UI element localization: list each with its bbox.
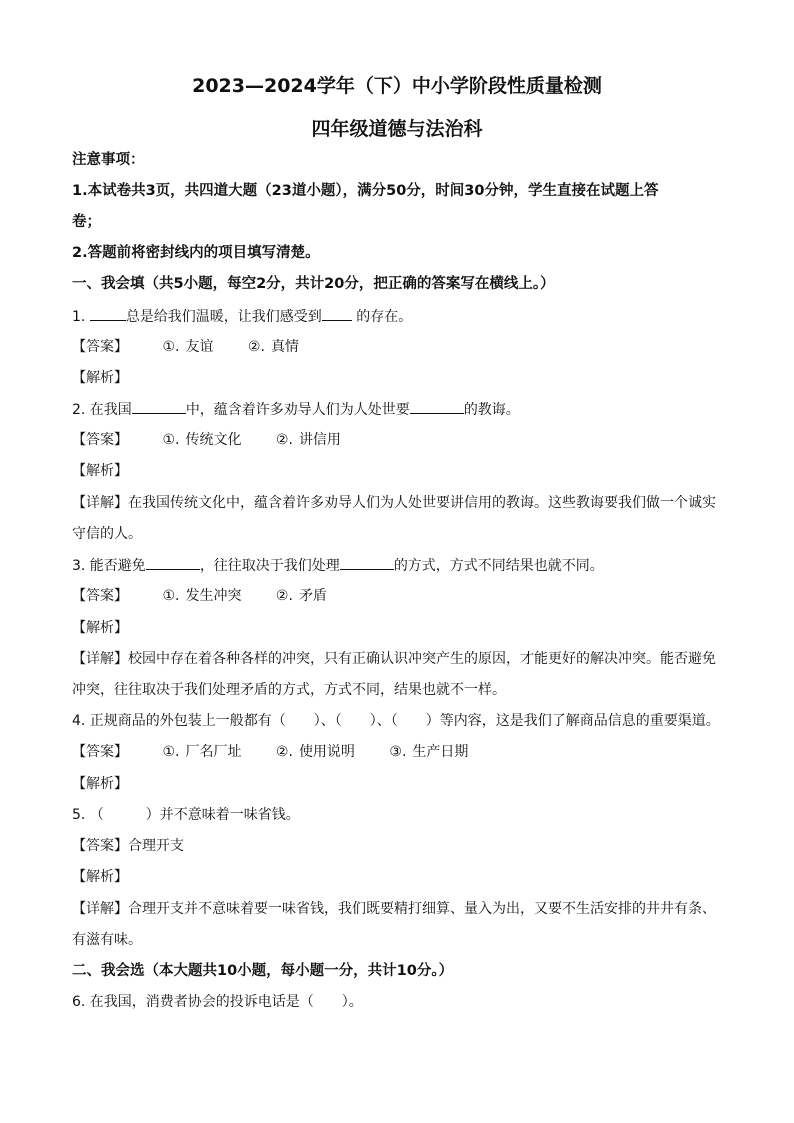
question-6: 6. 在我国，消费者协会的投诉电话是（ ）。 (72, 994, 363, 1010)
answer-label: 【答案】 (72, 588, 128, 604)
answer-option: ②. 矛盾 (275, 588, 327, 604)
answer-value: 合理开支 (128, 838, 184, 854)
analysis-label: 【解析】 (72, 620, 128, 636)
answer-option: ②. 讲信用 (275, 432, 341, 448)
page-subtitle: 四年级道德与法治科 (311, 118, 483, 140)
answer-option: ①. 厂名厂址 (162, 744, 242, 760)
analysis-label: 【解析】 (72, 776, 128, 792)
question-3 (72, 555, 726, 576)
question-2 (72, 399, 726, 420)
answer-row-4 (72, 742, 726, 762)
answer-label: 【答案】 (72, 339, 128, 355)
answer-row-3 (72, 586, 726, 606)
question-text: ，往往取决于我们处理 (199, 558, 340, 574)
question-5: 5. （ ）并不意味着一味省钱。 (72, 807, 300, 823)
analysis-label: 【解析】 (72, 370, 128, 386)
answer-blank (410, 399, 464, 414)
answer-option: ③. 生产日期 (389, 744, 469, 760)
answer-label: 【答案】 (72, 744, 128, 760)
analysis-label: 【解析】 (72, 869, 128, 885)
answer-option: ①. 友谊 (162, 339, 214, 355)
analysis-label: 【解析】 (72, 463, 128, 479)
answer-option: ②. 使用说明 (275, 744, 355, 760)
question-text: 3. 能否避免 (72, 558, 146, 574)
answer-blank (146, 555, 200, 570)
detail-3-cont: 冲突，往往取决于我们处理矛盾的方式，方式不同，结果也就不一样。 (72, 682, 506, 698)
answer-label: 【答案】 (72, 838, 128, 854)
answer-row-1 (72, 337, 726, 357)
answer-option: ①. 发生冲突 (162, 588, 242, 604)
question-text: 2. 在我国 (72, 402, 132, 418)
question-text: 总是给我们温暖，让我们感受到 (125, 309, 322, 325)
detail-2-cont: 守信的人。 (72, 526, 142, 542)
question-4: 4. 正规商品的外包装上一般都有（ ）、（ ）、（ ）等内容，这是我们了解商品信息的重要渠道。 (72, 713, 720, 729)
notes-item-1-cont: 卷； (72, 214, 101, 230)
question-text: 的教诲。 (463, 402, 520, 418)
answer-option: ①. 传统文化 (162, 432, 242, 448)
answer-row-5 (72, 836, 726, 856)
answer-row-2 (72, 430, 726, 450)
notes-item-2: 2.答题前将密封线内的项目填写清楚。 (72, 245, 320, 261)
section1-heading: 一、我会填（共5小题，每空2分，共计20分，把正确的答案写在横线上。） (72, 276, 555, 292)
answer-blank (90, 306, 126, 321)
answer-label: 【答案】 (72, 432, 128, 448)
notes-heading: 注意事项： (72, 152, 145, 168)
question-number: 1. (72, 309, 86, 325)
answer-blank (322, 306, 352, 321)
question-text: 中，蕴含着许多劝导人们为人处世要 (185, 402, 410, 418)
section2-heading: 二、我会选（本大题共10小题，每小题一分，共计10分。） (72, 963, 454, 979)
question-text: 的存在。 (351, 309, 413, 325)
answer-option: ②. 真情 (247, 339, 299, 355)
detail-5-cont: 有滋有味。 (72, 932, 142, 948)
notes-item-1: 1.本试卷共3页，共四道大题（23道小题），满分50分，时间30分钟，学生直接在试题上答 (72, 183, 659, 199)
page-title: 2023—2024学年（下）中小学阶段性质量检测 (192, 75, 602, 97)
detail-2: 【详解】在我国传统文化中，蕴含着许多劝导人们为人处世要讲信用的教诲。这些教诲要我们做一个诚实 (72, 495, 716, 511)
detail-3: 【详解】校园中存在着各种各样的冲突，只有正确认识冲突产生的原因，才能更好的解决冲突。能否避免 (72, 651, 716, 667)
detail-5: 【详解】合理开支并不意味着要一味省钱，我们既要精打细算、量入为出，又要不生活安排的井井有条、 (72, 901, 716, 917)
answer-blank (340, 555, 394, 570)
question-text: 的方式，方式不同结果也就不同。 (393, 558, 604, 574)
question-1 (72, 306, 726, 327)
answer-blank (132, 399, 186, 414)
